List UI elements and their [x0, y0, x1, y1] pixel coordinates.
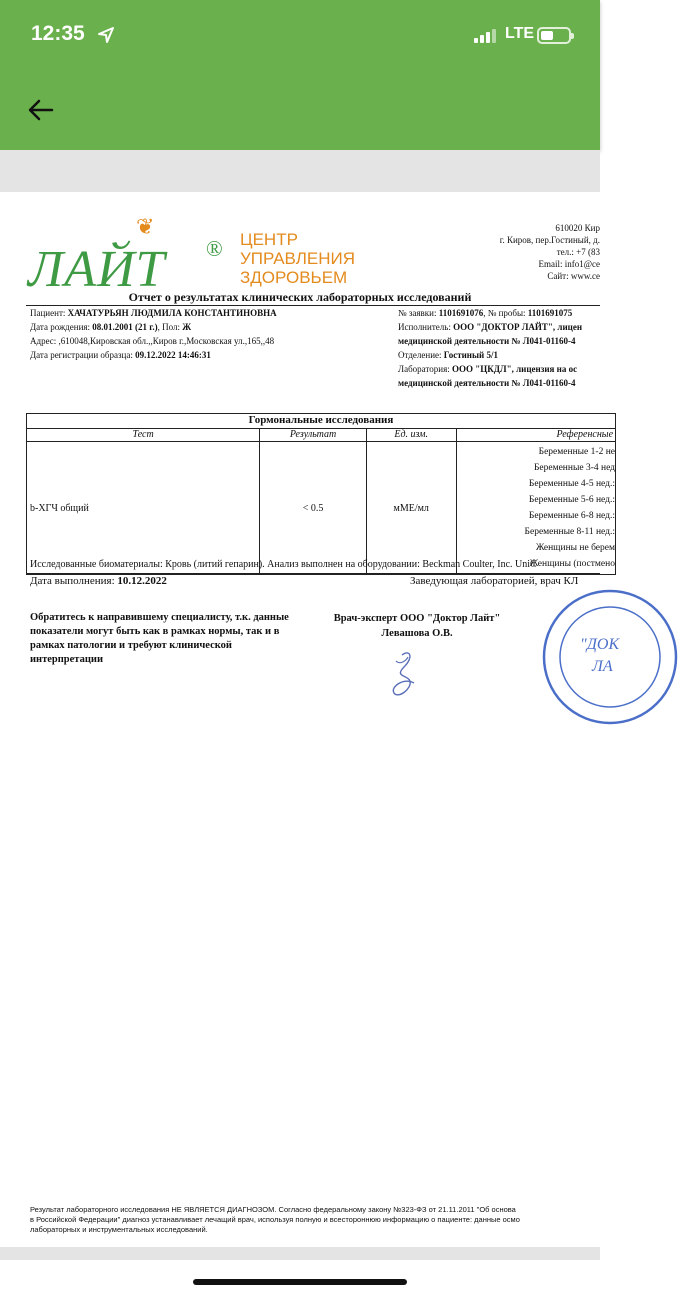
organization-stamp	[540, 587, 680, 727]
birth-date: 08.01.2001 (21 г.)	[92, 322, 158, 332]
order-label: № заявки:	[398, 308, 437, 318]
department-label: Отделение:	[398, 350, 442, 360]
laboratory-value: ООО "ЦКДЛ", лицензия на ос	[451, 364, 578, 374]
test-result: < 0.5	[260, 442, 367, 574]
laboratory-license: медицинской деятельности № Л041-01160-4	[398, 378, 576, 388]
expert-name: Левашова О.В.	[381, 628, 453, 639]
patient-address: Адрес: ,610048,Кировская обл.,,Киров г.,Московская ул.,165,,48	[30, 336, 275, 346]
address-line: 610020 Кир	[555, 223, 600, 233]
address-line: тел.: +7 (83	[556, 247, 600, 257]
patient-label: Пациент:	[30, 308, 66, 318]
svg-text:ЛА: ЛА	[592, 658, 613, 675]
battery-icon	[537, 27, 571, 44]
home-indicator[interactable]	[193, 1279, 407, 1285]
reference-line: Беременные 4-5 нед.:	[528, 479, 615, 489]
tagline-line: ЗДОРОВЬЕМ	[240, 268, 348, 287]
sex-label: , Пол:	[157, 322, 180, 332]
column-header: Результат	[260, 429, 367, 441]
logo-word: ЛАЙТ	[28, 241, 166, 298]
expert-signature-block	[312, 611, 522, 641]
organization-address	[470, 222, 600, 282]
completion-label: Дата выполнения:	[30, 575, 115, 587]
table-row	[27, 442, 615, 574]
probe-label: , № пробы:	[483, 308, 526, 318]
butterfly-icon: ❦	[136, 214, 155, 239]
divider	[26, 573, 600, 574]
executor-license: медицинской деятельности № Л041-01160-4	[398, 336, 576, 346]
reference-line: Женщины не берем	[535, 543, 615, 553]
footer-line: Результат лабораторного исследования НЕ ЯВЛЯЕТСЯ ДИАГНОЗОМ. Согласно федеральному закону №323-ФЗ от 21.11.2011 "Об основа	[30, 1205, 516, 1214]
tagline-line: ЦЕНТР	[240, 230, 298, 249]
completion-date	[30, 575, 167, 587]
biomaterial-note: Исследованные биоматериалы: Кровь (литий гепарин). Анализ выполнен на оборудовании: Beckman Coulter, Inc. UniC	[30, 559, 537, 570]
footer-line: лабораторных и инструментальных исследований.	[30, 1225, 208, 1234]
completion-value: 10.12.2022	[117, 575, 167, 587]
laboratory-label: Лаборатория:	[398, 364, 450, 374]
back-arrow-icon[interactable]	[26, 95, 56, 125]
location-arrow-icon	[98, 27, 114, 43]
logo-tagline	[240, 230, 355, 287]
department-value: Гостиный 5/1	[443, 350, 498, 360]
app-header	[0, 0, 600, 150]
column-header: Референсные	[556, 429, 614, 440]
address-line: Сайт: www.ce	[547, 271, 600, 281]
reference-line: Беременные 6-8 нед.:	[528, 511, 615, 521]
expert-title: Врач-эксперт ООО "Доктор Лайт"	[333, 613, 501, 624]
table-header-row	[27, 429, 615, 442]
status-time: 12:35	[31, 22, 85, 45]
address-line: г. Киров, пер.Гостиный, д.	[499, 235, 600, 245]
order-number: 1101691076	[438, 308, 484, 318]
executor-value: ООО "ДОКТОР ЛАЙТ", лицен	[453, 322, 582, 332]
test-name: b-ХГЧ общий	[27, 442, 260, 574]
patient-info	[30, 306, 277, 362]
tagline-line: УПРАВЛЕНИЯ	[240, 249, 355, 268]
table-section-title: Гормональные исследования	[27, 414, 615, 429]
test-unit: мМЕ/мл	[367, 442, 457, 574]
patient-name: ХАЧАТУРЬЯН ЛЮДМИЛА КОНСТАНТИНОВНА	[67, 308, 277, 318]
order-info	[398, 306, 582, 390]
lab-report-page	[0, 192, 620, 1247]
footer-line: в Российской Федерации" диагноз устанавливает лечащий врач, используя полную и всестороннюю информацию о пациенте: данные осмо	[30, 1215, 520, 1224]
birth-label: Дата рождения:	[30, 322, 91, 332]
handwritten-signature	[380, 647, 430, 707]
address-line: Email: info1@ce	[538, 259, 600, 269]
results-table	[26, 413, 616, 575]
column-header: Тест	[27, 429, 260, 441]
executor-label: Исполнитель:	[398, 322, 451, 332]
sex-value: Ж	[182, 322, 192, 332]
network-type: LTE	[505, 25, 535, 42]
advice-text: Обратитесь к направившему специалисту, т.к. данные показатели могут быть как в рамках нормы, так и в рамках патологии и требуют клинической интерпретации	[30, 612, 289, 665]
document-viewer[interactable]	[0, 150, 620, 1260]
reference-line: Беременные 5-6 нед.:	[528, 495, 615, 505]
head-of-lab: Заведующая лабораторией, врач КЛ	[410, 575, 579, 587]
registration-label: Дата регистрации образца:	[30, 350, 133, 360]
svg-text:"ДОК: "ДОК	[580, 636, 620, 653]
reference-line: Женщины (постмено	[529, 559, 615, 569]
reference-line: Беременные 8-11 нед.:	[524, 527, 615, 537]
reference-line: Беременные 1-2 не	[538, 447, 615, 457]
registration-date: 09.12.2022 14:46:31	[135, 350, 211, 360]
cellular-signal-icon	[474, 29, 496, 43]
column-header: Ед. изм.	[367, 429, 457, 441]
logo-registered-mark: ®	[206, 236, 223, 261]
reference-line: Беременные 3-4 нед	[533, 463, 615, 473]
probe-number: 1101691075	[527, 308, 573, 318]
reference-ranges	[457, 442, 615, 574]
clinic-logo	[28, 214, 355, 298]
report-title: Отчет о результатах клинических лабораторных исследований	[128, 290, 472, 304]
legal-footer	[30, 1205, 610, 1235]
